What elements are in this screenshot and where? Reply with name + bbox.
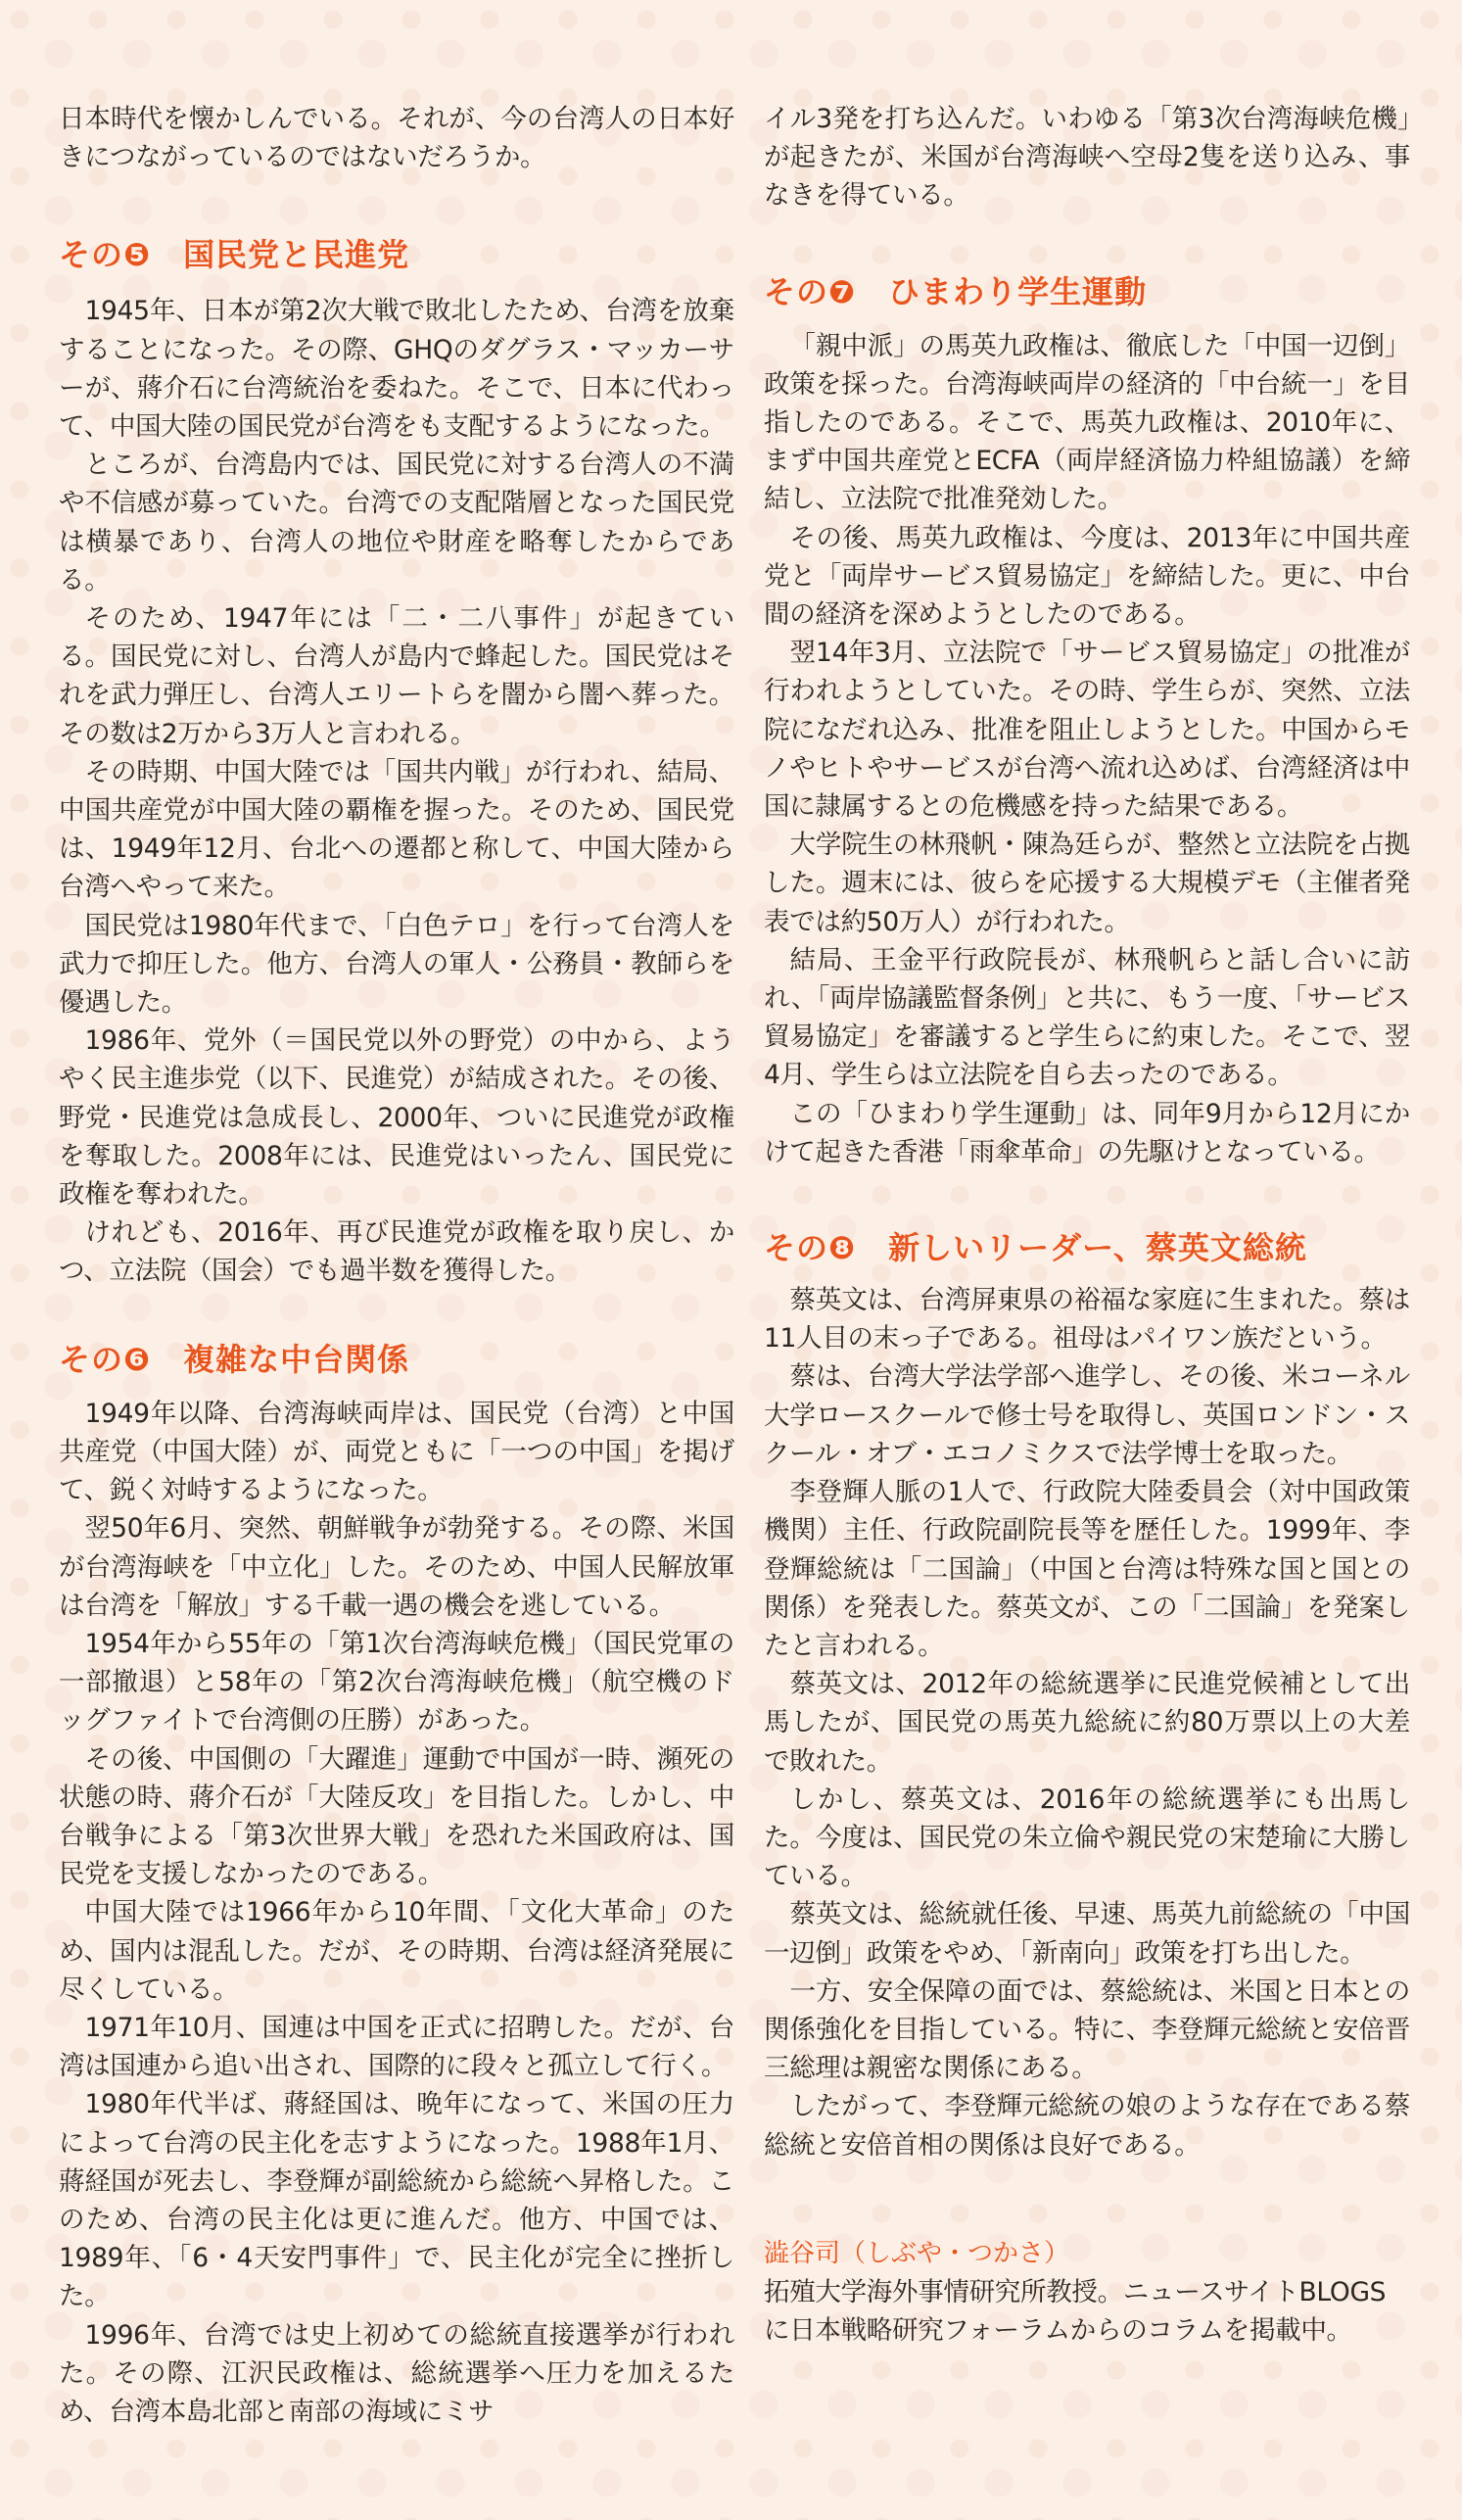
sec8-paragraph: 一方、安全保障の面では、蔡総統は、米国と日本との関係強化を目指している。特に、李登輝元総統と安倍晋三総理は親密な関係にある。	[764, 1975, 1410, 2084]
sec5-paragraph: 1986年、党外（＝国民党以外の野党）の中から、ようやく民主進歩党（以下、民進党）が結成された。その後、野党・民進党は急成長し、2000年、ついに民進党が政権を奪取した。2008年には、民進党はいったん、国民党に政権を奪われた。	[59, 1025, 734, 1211]
sec7-paragraph: 翌14年3月、立法院で「サービス貿易協定」の批准が行われようとしていた。その時、学生らが、突然、立法院になだれ込み、批准を阻止しようとした。中国からモノやヒトやサービスが台湾へ流れ込めば、台湾経済は中国に隷属するとの危機感を持った結果である。	[764, 638, 1410, 823]
author-bio: 拓殖大学海外事情研究所教授。ニュースサイトBLOGSに日本戦略研究フォーラムからのコラムを掲載中。	[764, 2276, 1387, 2346]
section-7-heading: その❼ ひまわり学生運動	[764, 272, 1148, 310]
sec8-paragraph: したがって、李登輝元総統の娘のような存在である蔡総統と安倍首相の関係は良好である。	[764, 2091, 1410, 2161]
sec5-paragraph: ところが、台湾島内では、国民党に対する台湾人の不満や不信感が募っていた。台湾での支配階層となった国民党は横暴であり、台湾人の地位や財産を略奪したからである。	[59, 450, 734, 595]
left-column	[59, 0, 734, 2520]
sec6-paragraph: 翌50年6月、突然、朝鮮戦争が勃発する。その際、米国が台湾海峡を「中立化」した。そのため、中国人民解放軍は台湾を「解放」する千載一遇の機会を逃している。	[59, 1513, 734, 1621]
sec8-paragraph: 蔡英文は、2012年の総統選挙に民進党候補として出馬したが、国民党の馬英九総統に約80万票以上の大差で敗れた。	[764, 1669, 1410, 1777]
sec8-paragraph: 蔡英文は、台湾屏東県の裕福な家庭に生まれた。蔡は11人目の末っ子である。祖母はパイワン族だという。	[764, 1285, 1410, 1355]
sec5-paragraph: その時期、中国大陸では「国共内戦」が行われ、結局、中国共産党が中国大陸の覇権を握った。そのため、国民党は、1949年12月、台北への遷都と称して、中国大陸から台湾へやって来た。	[59, 756, 734, 903]
sec8-paragraph: しかし、蔡英文は、2016年の総統選挙にも出馬した。今度は、国民党の朱立倫や親民党の宋楚瑜に大勝している。	[764, 1783, 1410, 1892]
sec8-paragraph: 蔡は、台湾大学法学部へ進学し、その後、米コーネル大学ロースクールで修士号を取得し、英国ロンドン・スクール・オブ・エコノミクスで法学博士を取った。	[764, 1361, 1410, 1469]
sec7-paragraph: この「ひまわり学生運動」は、同年9月から12月にかけて起きた香港「雨傘革命」の先駆けとなっている。	[764, 1098, 1410, 1167]
author-name: 澁谷司（しぶや・つかさ）	[764, 2238, 1070, 2268]
section-6-heading: その❻ 複雑な中台関係	[59, 1340, 410, 1378]
sec7-paragraph: その後、馬英九政権は、今度は、2013年に中国共産党と「両岸サービス貿易協定」を締結した。更に、中台間の経済を深めようとしたのである。	[764, 522, 1410, 631]
sec6-paragraph: その後、中国側の「大躍進」運動で中国が一時、瀕死の状態の時、蔣介石が「大陸反攻」を目指した。しかし、中台戦争による「第3次世界大戦」を恐れた米国政府は、国民党を支援しなかったのである。	[59, 1743, 734, 1890]
sec7-paragraph: 大学院生の林飛帆・陳為廷らが、整然と立法院を占拠した。週末には、彼らを応援する大規模デモ（主催者発表では約50万人）が行われた。	[764, 830, 1410, 937]
section-5-heading: その❺ 国民党と民進党	[59, 236, 410, 274]
section-8-heading: その❽ 新しいリーダー、蔡英文総統	[764, 1229, 1307, 1267]
sec5-paragraph: 1945年、日本が第2次大戦で敗北したため、台湾を放棄することになった。その際、GHQのダグラス・マッカーサーが、蔣介石に台湾統治を委ねた。そこで、日本に代わって、中国大陸の国民党が台湾をも支配するようになった。	[59, 296, 734, 443]
sec6-paragraph: 1954年から55年の「第1次台湾海峡危機」（国民党軍の一部撤退）と58年の「第2次台湾海峡危機」（航空機のドッグファイトで台湾側の圧勝）があった。	[59, 1628, 734, 1736]
sec6-paragraph: 中国大陸では1966年から10年間、「文化大革命」のため、国内は混乱した。だが、その時期、台湾は経済発展に尽くしている。	[59, 1897, 734, 2005]
sec6-paragraph: 1980年代半ば、蔣経国は、晩年になって、米国の圧力によって台湾の民主化を志すようになった。1988年1月、蔣経国が死去し、李登輝が副総統から総統へ昇格した。このため、台湾の民主化は更に進んだ。他方、中国では、1989年、「6・4天安門事件」で、民主化が完全に挫折した。	[59, 2089, 734, 2312]
intro-paragraph: 日本時代を懐かしんでいる。それが、今の台湾人の日本好きにつながっているのではないだろうか。	[59, 104, 734, 173]
sec6-paragraph: 1949年以降、台湾海峡両岸は、国民党（台湾）と中国共産党（中国大陸）が、両党ともに「一つの中国」を掲げて、鋭く対峙するようになった。	[59, 1398, 734, 1506]
continuation-paragraph: イル3発を打ち込んだ。いわゆる「第3次台湾海峡危機」が起きたが、米国が台湾海峡へ空母2隻を送り込み、事なきを得ている。	[764, 104, 1410, 212]
sec7-paragraph: 「親中派」の馬英九政権は、徹底した「中国一辺倒」政策を採った。台湾海峡両岸の経済的「中台統一」を目指したのである。そこで、馬英九政権は、2010年に、まず中国共産党とECFA（両岸経済協力枠組協議）を締結し、立法院で批准発効した。	[764, 330, 1410, 515]
sec5-paragraph: けれども、2016年、再び民進党が政権を取り戻し、かつ、立法院（国会）でも過半数を獲得した。	[59, 1217, 734, 1287]
sec8-paragraph: 蔡英文は、総統就任後、早速、馬英九前総統の「中国一辺倒」政策をやめ、「新南向」政策を打ち出した。	[764, 1899, 1410, 1969]
sec6-paragraph: 1971年10月、国連は中国を正式に招聘した。だが、台湾は国連から追い出され、国際的に段々と孤立して行く。	[59, 2012, 734, 2082]
sec6-paragraph: 1996年、台湾では史上初めての総統直接選挙が行われた。その際、江沢民政権は、総統選挙へ圧力を加えるため、台湾本島北部と南部の海域にミサ	[59, 2319, 734, 2427]
sec7-paragraph: 結局、王金平行政院長が、林飛帆らと話し合いに訪れ、「両岸協議監督条例」と共に、もう一度、「サービス貿易協定」を審議すると学生らに約束した。そこで、翌4月、学生らは立法院を自ら去ったのである。	[764, 944, 1410, 1091]
sec8-paragraph: 李登輝人脈の1人で、行政院大陸委員会（対中国政策機関）主任、行政院副院長等を歴任した。1999年、李登輝総統は「二国論」（中国と台湾は特殊な国と国との関係）を発表した。蔡英文が、この「二国論」を発案したと言われる。	[764, 1477, 1410, 1661]
sec5-paragraph: 国民党は1980年代まで、「白色テロ」を行って台湾人を武力で抑圧した。他方、台湾人の軍人・公務員・教師らを優遇した。	[59, 910, 734, 1019]
sec5-paragraph: そのため、1947年には「二・二八事件」が起きている。国民党に対し、台湾人が島内で蜂起した。国民党はそれを武力弾圧し、台湾人エリートらを闇から闇へ葬った。その数は2万から3万人と言われる。	[59, 603, 734, 749]
right-column	[764, 0, 1410, 2520]
